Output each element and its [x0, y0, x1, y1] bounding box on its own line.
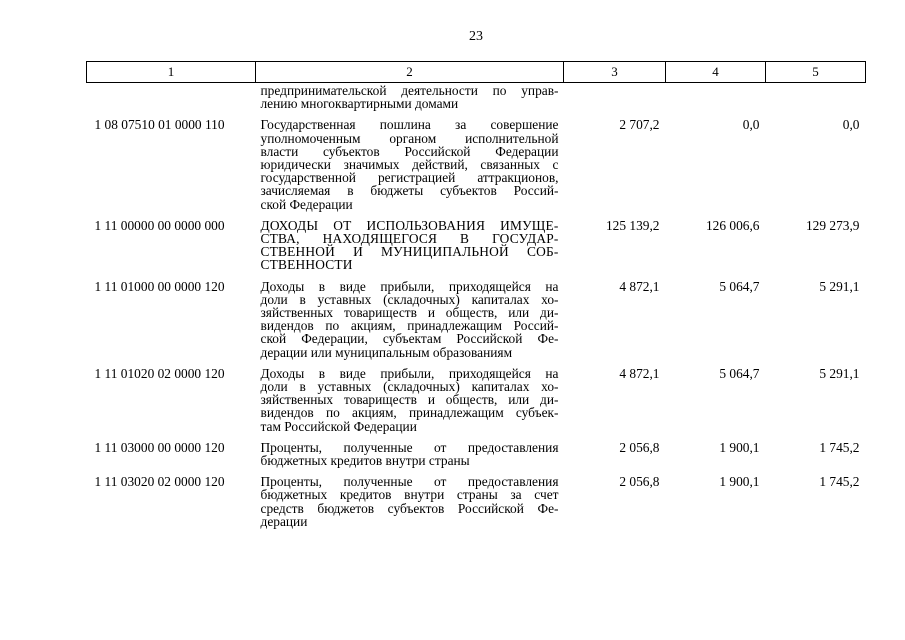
- description-cell: [256, 211, 564, 272]
- table-row: [87, 433, 866, 467]
- code-cell: 1 11 00000 00 0000 000: [94, 217, 225, 233]
- value-col-4: 0,0: [742, 117, 760, 133]
- table-row: [87, 272, 866, 359]
- value-col-4: [666, 83, 766, 111]
- value-col-3: 2 056,8: [619, 474, 660, 490]
- description-line: власти субъектов Российской Федерации: [260, 143, 559, 159]
- budget-table: [86, 61, 866, 528]
- description-line: юридически значимых действий, связанных с: [260, 157, 559, 173]
- table-row: [87, 467, 866, 528]
- page-number: 23: [469, 29, 483, 44]
- code-cell: 1 11 01020 02 0000 120: [94, 365, 225, 381]
- value-col-3: 2 056,8: [619, 439, 660, 455]
- code-cell: 1 08 07510 01 0000 110: [94, 117, 225, 133]
- table-header: [87, 62, 866, 83]
- description-line: там Российской Федерации: [260, 418, 417, 434]
- description-line: СТВЕННОЙ И МУНИЦИПАЛЬНОЙ СОБ-: [260, 244, 559, 260]
- description-line: Государственная пошлина за совершение: [260, 117, 559, 133]
- description-line: видендов по акциям, принадлежащим Россий-: [260, 318, 559, 334]
- value-col-3: 4 872,1: [619, 365, 660, 381]
- value-col-5: 0,0: [842, 117, 860, 133]
- value-col-5: 1 745,2: [819, 474, 860, 490]
- code-cell: 1 11 01000 00 0000 120: [94, 278, 225, 294]
- description-line: видендов по акциям, принадлежащим субъек-: [260, 405, 559, 421]
- description-line: зяйственных товариществ и обществ, или ди-: [260, 392, 559, 408]
- value-col-4: 5 064,7: [719, 365, 760, 381]
- description-line: дерации или муниципальным образованиям: [260, 344, 513, 360]
- value-col-3: 4 872,1: [619, 278, 660, 294]
- header-col-5: 5: [766, 62, 866, 83]
- description-cell: [256, 110, 564, 210]
- table-row: [87, 211, 866, 272]
- description-line: доли в уставных (складочных) капиталах хо-: [260, 379, 559, 395]
- description-cell: [256, 467, 564, 528]
- description-line: СТВЕННОСТИ: [260, 257, 353, 273]
- description-line: ской Федерации: [260, 196, 353, 212]
- description-line: доли в уставных (складочных) капиталах хо-: [260, 291, 559, 307]
- description-cell: [256, 272, 564, 359]
- header-col-1: 1: [87, 62, 256, 83]
- value-col-5: 5 291,1: [819, 278, 860, 294]
- description-line: бюджетных кредитов внутри страны: [260, 453, 470, 469]
- value-col-3: [564, 83, 666, 111]
- value-col-3: 2 707,2: [619, 117, 660, 133]
- description-line: СТВА, НАХОДЯЩЕГОСЯ В ГОСУДАР-: [260, 231, 559, 247]
- description-line: предпринимательской деятельности по управ-: [260, 83, 559, 98]
- description-line: Проценты, полученные от предоставления: [260, 474, 559, 490]
- value-col-4: 126 006,6: [705, 217, 760, 233]
- value-col-5: 5 291,1: [819, 365, 860, 381]
- code-cell: 1 11 03020 02 0000 120: [94, 474, 225, 490]
- header-col-2: 2: [256, 62, 564, 83]
- table-row: [87, 110, 866, 210]
- description-line: Доходы в виде прибыли, приходящейся на: [260, 365, 559, 381]
- description-cell: [256, 359, 564, 433]
- header-col-4: 4: [666, 62, 766, 83]
- code-cell: [87, 83, 256, 111]
- description-line: зяйственных товариществ и обществ, или ди-: [260, 305, 559, 321]
- header-col-3: 3: [564, 62, 666, 83]
- value-col-3: 125 139,2: [605, 217, 660, 233]
- description-line: ской Федерации, субъектам Российской Фе-: [260, 331, 559, 347]
- table-row-continuation: [87, 83, 866, 111]
- description-line: зачисляемая в бюджеты субъектов Россий-: [260, 183, 559, 199]
- description-line: ДОХОДЫ ОТ ИСПОЛЬЗОВАНИЯ ИМУЩЕ-: [260, 217, 559, 233]
- value-col-4: 1 900,1: [719, 439, 760, 455]
- description-line: дерации: [260, 513, 308, 529]
- description-line: Проценты, полученные от предоставления: [260, 439, 559, 455]
- value-col-4: 1 900,1: [719, 474, 760, 490]
- value-col-5: 1 745,2: [819, 439, 860, 455]
- table-row: [87, 359, 866, 433]
- value-col-5: 129 273,9: [805, 217, 860, 233]
- value-col-4: 5 064,7: [719, 278, 760, 294]
- description-cell: [256, 433, 564, 467]
- description-line: лению многоквартирными домами: [260, 96, 459, 112]
- description-line: уполномоченным органом исполнительной: [260, 130, 559, 146]
- description-line: средств бюджетов субъектов Российской Фе-: [260, 500, 559, 516]
- code-cell: 1 11 03000 00 0000 120: [94, 439, 225, 455]
- description-cell: [256, 83, 564, 111]
- description-line: бюджетных кредитов внутри страны за счет: [260, 487, 559, 503]
- description-line: государственной регистрацией аттракционов,: [260, 170, 559, 186]
- value-col-5: [766, 83, 866, 111]
- description-line: Доходы в виде прибыли, приходящейся на: [260, 278, 559, 294]
